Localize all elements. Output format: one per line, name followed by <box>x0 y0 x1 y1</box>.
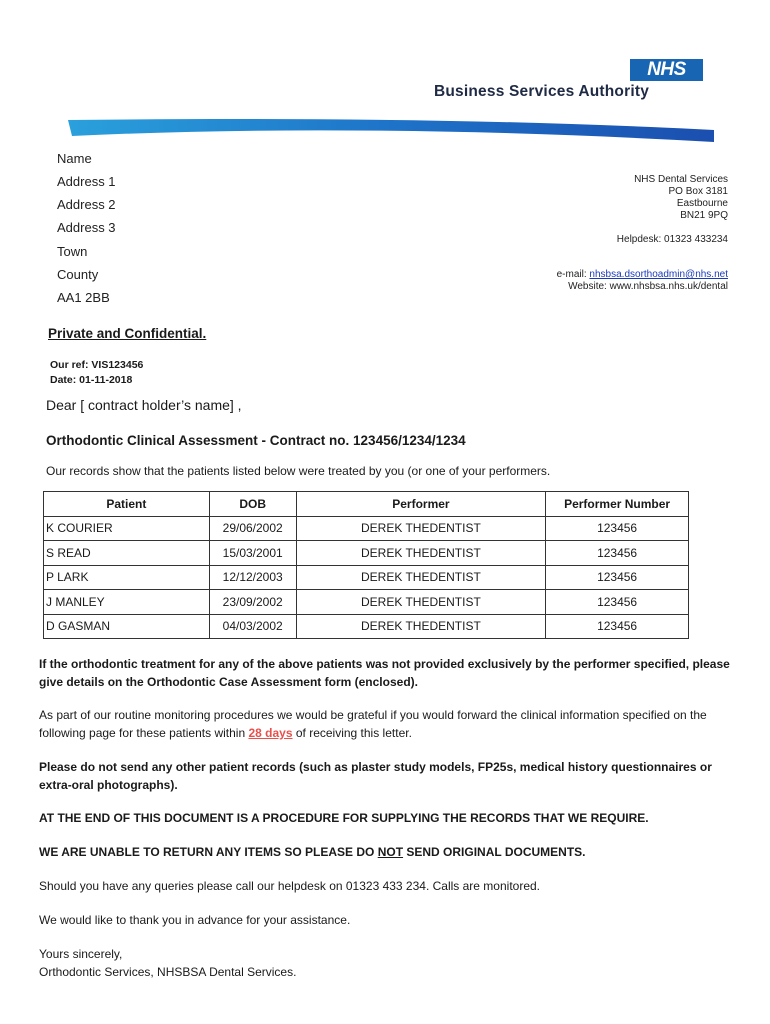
salutation: Dear [ contract holder’s name] , <box>46 397 242 413</box>
table-row <box>44 590 689 615</box>
cell-performer: DEREK THEDENTIST <box>296 516 546 541</box>
org-name: Business Services Authority <box>434 83 650 100</box>
email-link[interactable]: nhsbsa.dsorthoadmin@nhs.net <box>589 269 728 280</box>
sender-po-box: PO Box 3181 <box>668 186 728 197</box>
paragraph-thanks: We would like to thank you in advance for your assistance. <box>39 913 351 927</box>
paragraph-do-not-send: Please do not send any other patient records (such as plaster study models, FP25s, medical history questionnaires or extra-oral photographs). <box>39 760 712 792</box>
table-header-row <box>44 492 689 517</box>
signoff: Orthodontic Services, NHSBSA Dental Services. <box>39 965 297 979</box>
paragraph-no-originals <box>39 843 739 861</box>
table-row <box>44 516 689 541</box>
col-header-performer-number: Performer Number <box>546 492 689 517</box>
cell-performer-number: 123456 <box>546 590 689 615</box>
cell-dob: 04/03/2002 <box>209 614 296 639</box>
table-row <box>44 541 689 566</box>
not-emphasis: NOT <box>377 845 404 859</box>
cell-patient: P LARK <box>44 565 210 590</box>
cell-performer: DEREK THEDENTIST <box>296 590 546 615</box>
sender-contact <box>557 269 728 293</box>
cell-dob: 23/09/2002 <box>209 590 296 615</box>
cell-patient: K COURIER <box>44 516 210 541</box>
cell-performer-number: 123456 <box>546 541 689 566</box>
cell-patient: J MANLEY <box>44 590 210 615</box>
cell-performer-number: 123456 <box>546 565 689 590</box>
recipient-name: Name <box>57 151 92 166</box>
recipient-address-2: Address 2 <box>57 197 116 212</box>
cell-performer-number: 123456 <box>546 516 689 541</box>
cell-performer-number: 123456 <box>546 614 689 639</box>
col-header-dob: DOB <box>209 492 296 517</box>
intro-text: Our records show that the patients listed below were treated by you (or one of your performers. <box>46 464 551 478</box>
patients-table <box>43 491 689 639</box>
deadline-days: 28 days <box>248 726 293 740</box>
recipient-county: County <box>57 267 99 282</box>
col-header-performer: Performer <box>296 492 546 517</box>
subject-line: Orthodontic Clinical Assessment - Contract no. 123456/1234/1234 <box>46 433 466 448</box>
our-ref: Our ref: VIS123456 <box>50 359 144 371</box>
cell-dob: 15/03/2001 <box>209 541 296 566</box>
confidential-heading: Private and Confidential. <box>48 326 207 341</box>
cell-patient: D GASMAN <box>44 614 210 639</box>
col-header-patient: Patient <box>44 492 210 517</box>
monitoring-text-end: of receiving this letter. <box>292 726 412 740</box>
cell-patient: S READ <box>44 541 210 566</box>
recipient-town: Town <box>57 244 88 259</box>
sender-address <box>634 174 728 222</box>
paragraph-monitoring <box>39 706 739 742</box>
recipient-address-1: Address 1 <box>57 174 116 189</box>
no-originals-text: WE ARE UNABLE TO RETURN ANY ITEMS SO PLEASE DO <box>39 845 378 859</box>
paragraph-not-exclusive: If the orthodontic treatment for any of the above patients was not provided exclusively by the performer specified, please give details on the Orthodontic Case Assessment form (enclosed). <box>39 657 730 689</box>
recipient-address-3: Address 3 <box>57 220 116 235</box>
table-row <box>44 614 689 639</box>
sender-email-line <box>557 269 728 281</box>
recipient-postcode: AA1 2BB <box>57 290 110 305</box>
cell-dob: 12/12/2003 <box>209 565 296 590</box>
table-row <box>44 565 689 590</box>
reference-block <box>50 358 143 388</box>
header-swoosh <box>60 114 714 144</box>
cell-performer: DEREK THEDENTIST <box>296 565 546 590</box>
nhs-logo: NHS <box>630 59 703 81</box>
sender-town: Eastbourne <box>676 198 728 209</box>
closing: Yours sincerely, <box>39 947 123 961</box>
cell-performer: DEREK THEDENTIST <box>296 541 546 566</box>
no-originals-text-end: SEND ORIGINAL DOCUMENTS. <box>403 845 586 859</box>
sender-website: Website: www.nhsbsa.nhs.uk/dental <box>568 281 728 292</box>
sender-postcode: BN21 9PQ <box>680 210 728 221</box>
paragraph-procedure-notice: AT THE END OF THIS DOCUMENT IS A PROCEDURE FOR SUPPLYING THE RECORDS THAT WE REQUIRE. <box>39 811 649 825</box>
letter-date: Date: 01-11-2018 <box>50 374 133 386</box>
cell-dob: 29/06/2002 <box>209 516 296 541</box>
paragraph-queries: Should you have any queries please call our helpdesk on 01323 433 234. Calls are monitored. <box>39 879 540 893</box>
cell-performer: DEREK THEDENTIST <box>296 614 546 639</box>
monitoring-text: As part of our routine monitoring procedures we would be grateful if you would forward the clinical information specified on the following page for these patients within <box>39 708 707 740</box>
email-label: e-mail: <box>556 269 590 280</box>
sender-helpdesk: Helpdesk: 01323 433234 <box>616 234 728 245</box>
sender-org: NHS Dental Services <box>634 174 728 185</box>
